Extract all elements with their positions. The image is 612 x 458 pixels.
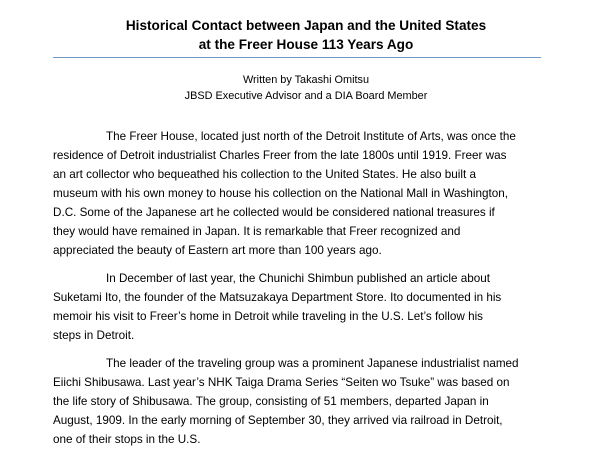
paragraph-line: one of their stops in the U.S. — [53, 433, 201, 446]
body-paragraph — [53, 269, 558, 345]
paragraph-line: appreciated the beauty of Eastern art more than 100 years ago. — [53, 244, 382, 257]
body-paragraph — [53, 354, 558, 449]
paragraph-line: The Freer House, located just north of the Detroit Institute of Arts, was once the — [106, 130, 516, 143]
paragraph-line: an art collector who bequeathed his collection to the United States. He also built a — [53, 168, 476, 181]
paragraph-line: memoir his visit to Freer’s home in Detroit while traveling in the U.S. Let’s follow his — [53, 310, 484, 323]
paragraph-line: In December of last year, the Chunichi Shimbun published an article about — [106, 272, 490, 285]
document-title — [0, 16, 612, 54]
paragraph-line: August, 1909. In the early morning of September 30, they arrived via railroad in Detroit, — [53, 414, 503, 427]
paragraph-line: residence of Detroit industrialist Charles Freer from the late 1800s until 1919. Freer was — [53, 149, 507, 162]
title-divider — [53, 57, 541, 58]
paragraph-line: Eiichi Shibusawa. Last year’s NHK Taiga Drama Series “Seiten wo Tsuke” was based on — [53, 376, 510, 389]
paragraph-line: D.C. Some of the Japanese art he collected would be considered national treasures if — [53, 206, 495, 219]
byline — [0, 73, 612, 104]
title-line-2: at the Freer House 113 Years Ago — [198, 37, 414, 52]
body-paragraph — [53, 127, 558, 260]
author-role-line: JBSD Executive Advisor and a DIA Board Member — [184, 89, 428, 102]
author-line: Written by Takashi Omitsu — [242, 74, 370, 86]
paragraph-line: Suketami Ito, the founder of the Matsuzakaya Department Store. Ito documented in his — [53, 291, 502, 304]
paragraph-line: they would have remained in Japan. It is remarkable that Freer recognized and — [53, 225, 461, 238]
paragraph-line: steps in Detroit. — [53, 329, 135, 342]
paragraph-line: The leader of the traveling group was a prominent Japanese industrialist named — [106, 357, 519, 370]
article-body — [53, 127, 558, 458]
paragraph-line: museum with his own money to house his collection on the National Mall in Washington, — [53, 187, 508, 200]
title-line-1: Historical Contact between Japan and the United States — [125, 18, 487, 33]
paragraph-line: the life story of Shibusawa. The group, consisting of 51 members, departed Japan in — [53, 395, 489, 408]
